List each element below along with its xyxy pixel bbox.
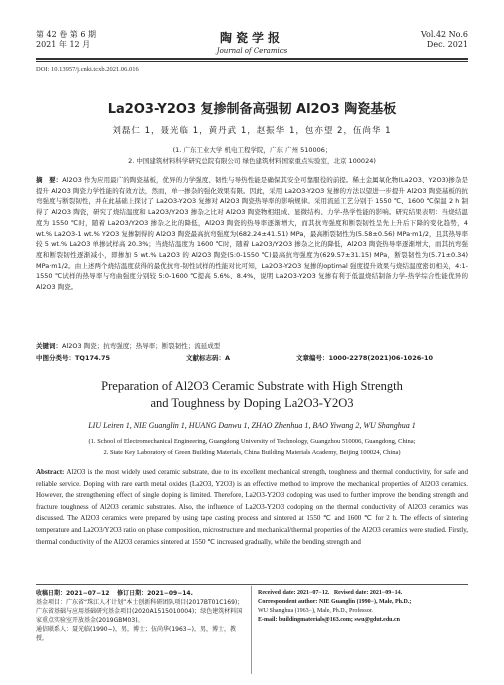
- corresponding-author-en-1: Correspondent author: NIE Guanglin (1990−), Male, Ph.D.;: [258, 599, 412, 605]
- page-header: [36, 30, 468, 56]
- corresponding-author-en-2: WU Shanghua (1963−), Male, Ph.D., Professor.: [258, 608, 373, 614]
- received-date-cn: 收稿日期：2021−07−12: [36, 590, 110, 597]
- dates-cn: [36, 589, 246, 598]
- dates-en: [258, 589, 468, 598]
- article-number: 文章编号：1000-2278(2021)06-1026-10: [296, 354, 433, 362]
- footer-divider: [251, 586, 252, 674]
- classification-row: [36, 353, 468, 363]
- keywords-cn: [36, 342, 468, 351]
- keywords-cn-text: Al2O3 陶瓷；抗弯强度；热导率；断裂韧性；流延成型: [62, 342, 221, 350]
- footer-notes-cn: [36, 589, 246, 643]
- abstract-cn-text: Al2O3 作为应用最广的陶瓷基板，优异的力学强度、韧性与导热性能是确保其安全可靠服役的前提。稀土金属氧化物(La2O3、Y2O3)掺杂是提升 Al2O3 陶瓷力学性能的有效方法，然而，单一掺杂的强化效果有限。因此，采用 La2O3-Y2O3 复掺的方法以望进一步提升 Al2O3 陶瓷基板的抗弯强度与断裂韧性，并在此基础上探讨了 La2O3-Y2O3 复掺对 Al2O3 陶瓷热导率的影响规律。采用流延工艺分别于 1550 ℃、1600 ℃保温 2 h 制得了 Al2O3 陶瓷，研究了烧结温度和 La2O3/Y2O3 掺杂之比对 Al2O3 陶瓷物相组成、显微结构、力学-热学性能的影响。研究结果表明：当烧结温度为 1550 ℃时，随着 La2O3/Y2O3 掺杂之比的降低，Al2O3 陶瓷的热导率逐渐增大，而其抗弯强度和断裂韧性呈先上升后下降的变化趋势，4 wt.% La2O3-1 wt.% Y2O3 复掺制得的 Al2O3 陶瓷最高抗弯强度为(682.24±41.51) MPa，最高断裂韧性为(5.58±0.56) MPa·m1/2，且其热导率较 5 wt.% La2O3 单掺试样高 20.3%；当烧结温度为 1600 ℃时，随着 La2O3/Y2O3 掺杂之比的降低，Al2O3 陶瓷热导率逐渐增大，而其抗弯强度和断裂韧性逐渐减小，即掺加 5 wt.% La2O3 的 Al2O3 陶瓷(5:0-1550 ℃)最高抗弯强度为(629.57±31.15) MPa，断裂韧性为(5.71±0.34) MPa·m1/2。由上述两个烧结温度获得的最优抗弯-韧性试样的性能对比可知，La2O3-Y2O3 复掺的optimal 强度提升效果与烧结温度密切相关，4:1-1550 ℃试样的热导率与弯曲强度分别较 5:0-1600 ℃提高 5.6%、8.4%，说明 La2O3-Y2O3 复掺有利于低温烧结制备力学-热学综合性能优异的 Al2O3 陶瓷。: [36, 176, 468, 292]
- article-title-en: [36, 378, 468, 412]
- issue-en-line2: Dec. 2021: [426, 40, 468, 49]
- issue-cn-line2: 2021 年 12 月: [36, 40, 91, 49]
- received-date-en: Received date: 2021−07−12.: [258, 590, 330, 596]
- journal-name-en: Journal of Ceramics: [216, 47, 288, 55]
- abstract-en-text: Al2O3 is the most widely used ceramic substrate, due to its excellent mechanical strength, toughness and thermal conductivity, for safe and reliable service. Doping with rare earth metal oxides (La2O3, Y2O3) is an effective method to improve the mechanical properties of Al2O3 ceramics. However, the strengthening effect of single doping is limited. Therefore, La2O3-Y2O3 codoping was used to further improve the bending strength and fracture toughness of Al2O3 ceramic substrates. Also, the influence of La2O3-Y2O3 codoping on the thermal conductivity of Al2O3 ceramics was discussed. The Al2O3 ceramics were prepared by using tape casting process and sintered at 1550 ℃ and 1600 ℃ for 2 h. The effects of sintering temperature and La2O3/Y2O3 ratio on phase composition, microstructure and mechanical/thermal properties of the Al2O3 ceramics were studied. Firstly, thermal conductivity of the Al2O3 ceramics sintered at 1550 ℃ increased gradually, while the bending strength and: [36, 468, 468, 546]
- doi-link[interactable]: DOI: 10.13957/j.cnki.tcxb.2021.06.016: [36, 66, 139, 73]
- header-rule-thick: [36, 58, 468, 60]
- footer-rule: [36, 584, 468, 585]
- revised-date-en: Revised date: 2021−09−14.: [333, 590, 403, 596]
- issue-info-cn: [36, 30, 96, 50]
- authors-en: LIU Leiren 1, NIE Guanglin 1, HUANG Danwu 1, ZHAO Zhenhua 1, BAO Yiwang 2, WU Shanghua 1: [88, 421, 416, 430]
- abstract-en: [36, 467, 468, 548]
- article-title-en-line2: and Toughness by Doping La2O3-Y2O3: [150, 396, 354, 410]
- article-title-cn: La2O3-Y2O3 复掺制备高强韧 Al2O3 陶瓷基板: [107, 102, 397, 117]
- footer-notes-en: [258, 589, 468, 625]
- issue-cn-line1: 第 42 卷 第 6 期: [36, 30, 96, 39]
- document-code: 文献标志码：A: [186, 354, 231, 362]
- journal-masthead: [182, 29, 322, 55]
- journal-logo-cn: 陶瓷学报: [219, 31, 284, 45]
- authors-cn: 刘磊仁 1，聂光临 1，黄丹武 1，赵振华 1，包亦望 2，伍尚华 1: [112, 126, 392, 136]
- affiliation-cn-2: 2. 中国建筑材料科学研究总院有限公司 绿色建筑材料国家重点实验室，北京 100024): [128, 157, 376, 165]
- fund-info-cn: 基金项目：广东省“珠江人才计划”本土创新科研团队项目(2017BT01C169)；广东省基础与应用基础研究基金项目(2020A1515010004)；绿色建筑材料国家重点实验室开放基金(2019GBM03)。: [36, 599, 244, 624]
- affiliation-en-1: (1. School of Electromechanical Engineering, Guangdong University of Technology, Guangzhou 510006, Guangdong, China;: [88, 438, 416, 445]
- issue-en-line1: Vol.42 No.6: [421, 30, 468, 39]
- email-en[interactable]: E-mail: buildingmaterials@163.com; swu@gdut.edu.cn: [258, 617, 401, 623]
- header-rule-thin: [36, 61, 468, 62]
- abstract-cn: [36, 175, 468, 293]
- affiliation-cn-1: (1. 广东工业大学 机电工程学院，广东 广州 510006；: [172, 146, 332, 154]
- keywords-cn-label: 关键词：: [36, 342, 62, 350]
- classification-number: 中图分类号：TQ174.75: [36, 354, 111, 362]
- article-title-en-line1: Preparation of Al2O3 Ceramic Substrate with High Strength: [101, 379, 403, 393]
- abstract-en-label: Abstract:: [36, 468, 65, 476]
- revised-date-cn: 修订日期：2021−09−14.: [117, 590, 193, 597]
- abstract-cn-label: 摘 要：: [36, 176, 63, 184]
- issue-info-en: [421, 30, 468, 50]
- corresponding-author-cn: 通信联系人：聂光临(1990−)，男，博士；伍尚华(1963−)，男，博士，教授。: [36, 626, 236, 642]
- affiliation-en-2: 2. State Key Laboratory of Green Building Materials, China Building Materials Academy, Beijing 100024, China): [103, 449, 401, 456]
